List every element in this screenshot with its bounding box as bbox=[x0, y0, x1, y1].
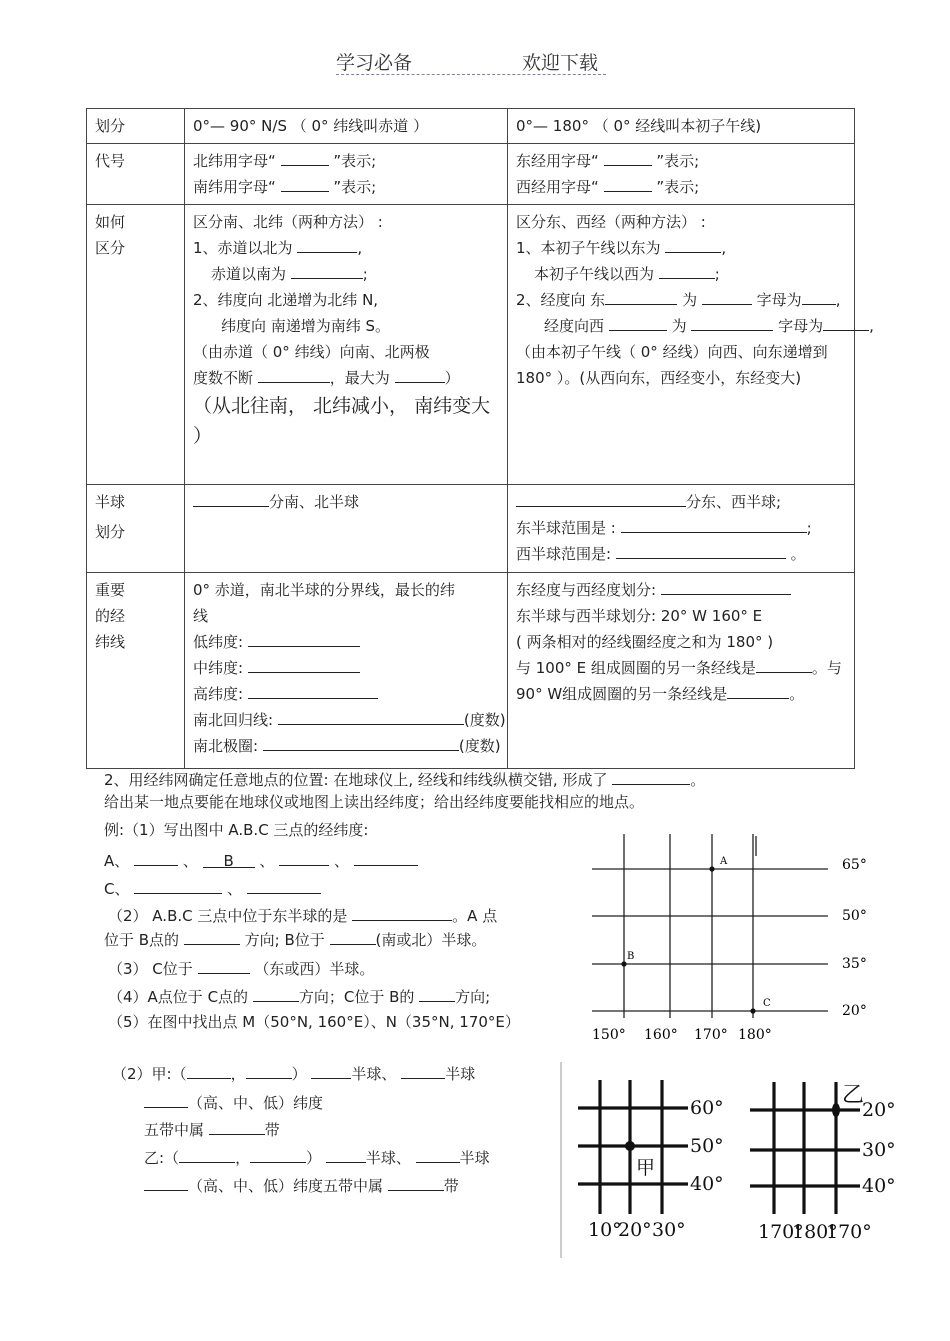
point-c[interactable] bbox=[750, 1008, 755, 1013]
question-2a: （2） A.B.C 三点中位于东半球的是 。A 点 bbox=[108, 904, 497, 926]
section2-intro-b: 给出某一地点要能在地球仪或地图上读出经纬度；给出经纬度要能找相应的地点。 bbox=[104, 793, 645, 811]
row-label: 半球 划分 bbox=[87, 485, 185, 573]
jia-lat-label: 50° bbox=[690, 1135, 724, 1157]
point-c-label: C bbox=[763, 998, 771, 1009]
yi-lat-label: 30° bbox=[862, 1139, 896, 1161]
point-jia[interactable] bbox=[625, 1141, 635, 1151]
point-yi[interactable] bbox=[832, 1103, 840, 1117]
blank[interactable] bbox=[246, 1062, 292, 1079]
lat-label: 50° bbox=[842, 908, 867, 924]
lon-label: 170° bbox=[694, 1027, 728, 1043]
question-5: （5）在图中找出点 M（50°N, 160°E）、N（35°N, 170°E） bbox=[108, 1013, 520, 1031]
jia-lat-label: 60° bbox=[690, 1097, 724, 1119]
row-label: 重要 的经 纬线 bbox=[87, 573, 185, 769]
question-1: 例:（1）写出图中 A.B.C 三点的经纬度: bbox=[104, 821, 369, 839]
lat-cell: 分南、北半球 bbox=[185, 485, 508, 573]
jia-question: （2）甲:（ ， ） 半球、 半球 bbox=[112, 1062, 475, 1084]
blank[interactable] bbox=[250, 1146, 306, 1163]
blank[interactable] bbox=[279, 849, 329, 866]
lon-cell: 0°— 180° （ 0° 经线叫本初子午线) bbox=[508, 109, 855, 144]
point-b-label: B bbox=[627, 951, 635, 962]
blank[interactable] bbox=[416, 1146, 460, 1163]
lat-label: 65° bbox=[842, 857, 867, 873]
lat-label: 20° bbox=[842, 1003, 867, 1019]
row-label: 代号 bbox=[87, 144, 185, 205]
blank[interactable] bbox=[756, 656, 812, 673]
lon-cell: 分东、西半球; 东半球范围是 : ; 西半球范围是: 。 bbox=[508, 485, 855, 573]
point-a[interactable] bbox=[709, 866, 714, 871]
yi-question: 乙:（ ， ） 半球、 半球 bbox=[144, 1146, 490, 1168]
blank[interactable] bbox=[395, 366, 445, 383]
point-a-label: A bbox=[720, 856, 728, 867]
point-yi-label: 乙 bbox=[842, 1083, 865, 1108]
blank[interactable] bbox=[659, 262, 715, 279]
blank[interactable] bbox=[352, 904, 452, 921]
table-row-important-lines bbox=[87, 573, 855, 769]
table-row-division bbox=[87, 109, 855, 144]
blank[interactable] bbox=[187, 1062, 231, 1079]
blank[interactable] bbox=[665, 236, 721, 253]
table-row-distinguish bbox=[87, 205, 855, 485]
blank[interactable] bbox=[616, 542, 786, 559]
blank[interactable] bbox=[291, 262, 363, 279]
blank[interactable] bbox=[401, 1062, 445, 1079]
jia-lon-label: 20° bbox=[618, 1219, 652, 1241]
blank[interactable] bbox=[134, 849, 178, 866]
blank[interactable] bbox=[326, 1146, 366, 1163]
blank[interactable] bbox=[691, 314, 773, 331]
blank[interactable] bbox=[144, 1174, 188, 1191]
question-4: （4）A点位于 C点的 方向；C位于 B的 方向; bbox=[108, 985, 490, 1007]
blank[interactable] bbox=[134, 877, 222, 894]
header-right: 欢迎下载 bbox=[522, 52, 599, 74]
lat-cell: 北纬用字母“ ”表示; 南纬用字母“ ”表示; bbox=[185, 144, 508, 205]
blank[interactable] bbox=[281, 175, 329, 192]
blank[interactable] bbox=[209, 1118, 265, 1135]
blank[interactable]: B bbox=[203, 851, 255, 868]
blank[interactable] bbox=[179, 1146, 235, 1163]
blank[interactable] bbox=[281, 149, 329, 166]
lat-label: 35° bbox=[842, 956, 867, 972]
blank[interactable] bbox=[419, 985, 455, 1002]
blank[interactable] bbox=[311, 1062, 351, 1079]
blank[interactable] bbox=[604, 149, 652, 166]
lat-cell: 区分南、北纬（两种方法） : 1、赤道以北为 , 赤道以南为 ; 2、纬度向 北递增为北纬 N, 纬度向 南递增为南纬 S。 （由赤道（ 0° 纬线）向南、北两极 度数不断 ，最大为 ） （从北往南， 北纬减小， 南纬变大 ） bbox=[185, 205, 508, 485]
blank[interactable] bbox=[605, 288, 677, 305]
grid-map-abc bbox=[588, 834, 878, 1048]
section2-intro: 2、用经纬网确定任意地点的位置: 在地球仪上, 经线和纬线纵横交错, 形成了 。 bbox=[104, 768, 705, 790]
jia-zone: 五带中属 带 bbox=[144, 1118, 280, 1140]
question-3: （3） C位于 （东或西）半球。 bbox=[108, 957, 374, 979]
yi-lon-label: 170° bbox=[826, 1221, 872, 1243]
yi-lat-zone: （高、中、低）纬度五带中属 带 bbox=[144, 1174, 459, 1196]
blank[interactable] bbox=[604, 175, 652, 192]
lon-cell: 东经度与西经度划分: 东半球与西半球划分: 20° W 160° E ( 两条相对的经线圈经度之和为 180° ) 与 100° E 组成圆圈的另一条经线是 。与 90° W组成圆圈的另一条经线是 。 bbox=[508, 573, 855, 769]
lon-cell: 东经用字母“ ”表示; 西经用字母“ ”表示; bbox=[508, 144, 855, 205]
blank[interactable] bbox=[388, 1174, 444, 1191]
blank[interactable] bbox=[802, 288, 836, 305]
blank[interactable] bbox=[144, 1091, 188, 1108]
lon-cell: 区分东、西经（两种方法） : 1、本初子午线以东为 , 本初子午线以西为 ; 2、经度向 东 为 字母为 , 经度向西 为 字母为 , （由本初子午线（ 0° 经线）向西、向东递增到 180° ）。(从西向东，西经变小，东经变大) bbox=[508, 205, 855, 485]
blank[interactable] bbox=[198, 957, 250, 974]
blank[interactable] bbox=[278, 708, 464, 725]
blank[interactable] bbox=[823, 314, 869, 331]
blank[interactable] bbox=[248, 656, 360, 673]
jia-lon-label: 30° bbox=[652, 1219, 686, 1241]
blank[interactable] bbox=[330, 928, 376, 945]
point-b[interactable] bbox=[621, 961, 626, 966]
blank[interactable] bbox=[258, 366, 330, 383]
blank[interactable] bbox=[727, 682, 789, 699]
grid-map-jia-yi bbox=[560, 1062, 908, 1258]
blank[interactable] bbox=[248, 682, 378, 699]
page-header bbox=[336, 48, 616, 74]
blank[interactable] bbox=[297, 236, 357, 253]
lat-cell: 0° 赤道，南北半球的分界线，最长的纬线 低纬度: 中纬度: 高纬度: 南北回归线: (度数) 南北极圈: (度数) bbox=[185, 573, 508, 769]
blank[interactable] bbox=[354, 849, 418, 866]
table-row-hemisphere bbox=[87, 485, 855, 573]
map2-edge bbox=[560, 1062, 562, 1258]
lon-label: 160° bbox=[644, 1027, 678, 1043]
blank[interactable] bbox=[661, 578, 791, 595]
lon-label: 150° bbox=[592, 1027, 626, 1043]
yi-lon-label: 180° bbox=[792, 1221, 838, 1243]
lat-lon-table bbox=[86, 108, 874, 769]
lon-label: 180° bbox=[738, 1027, 772, 1043]
header-underline bbox=[336, 74, 606, 75]
blank[interactable] bbox=[247, 877, 321, 894]
blank[interactable] bbox=[263, 734, 459, 751]
header-left: 学习必备 bbox=[336, 52, 413, 74]
row-label: 划分 bbox=[87, 109, 185, 144]
yi-lat-label: 20° bbox=[862, 1099, 896, 1121]
blank[interactable] bbox=[609, 314, 667, 331]
row-label: 如何 区分 bbox=[87, 205, 185, 485]
blank[interactable] bbox=[516, 490, 686, 507]
blank[interactable] bbox=[248, 630, 360, 647]
lat-cell: 0°— 90° N/S （ 0° 纬线叫赤道 ） bbox=[185, 109, 508, 144]
blank[interactable] bbox=[702, 288, 752, 305]
blank[interactable] bbox=[612, 768, 690, 785]
answer-row-a: A、 、 B 、 、 bbox=[104, 849, 418, 871]
yi-lon-label: 170° bbox=[758, 1221, 804, 1243]
jia-lat-label: 40° bbox=[690, 1173, 724, 1195]
jia-lat-level: （高、中、低）纬度 bbox=[144, 1091, 323, 1113]
yi-lat-label: 40° bbox=[862, 1175, 896, 1197]
point-jia-label: 甲 bbox=[636, 1157, 656, 1179]
table-row-code bbox=[87, 144, 855, 205]
jia-lon-label: 10° bbox=[588, 1219, 622, 1241]
question-2b: 位于 B点的 方向; B位于 (南或北）半球。 bbox=[104, 928, 486, 950]
blank[interactable] bbox=[621, 516, 807, 533]
answer-row-c: C、 、 bbox=[104, 877, 321, 899]
blank[interactable] bbox=[184, 928, 240, 945]
blank[interactable] bbox=[193, 490, 269, 507]
blank[interactable] bbox=[253, 985, 299, 1002]
